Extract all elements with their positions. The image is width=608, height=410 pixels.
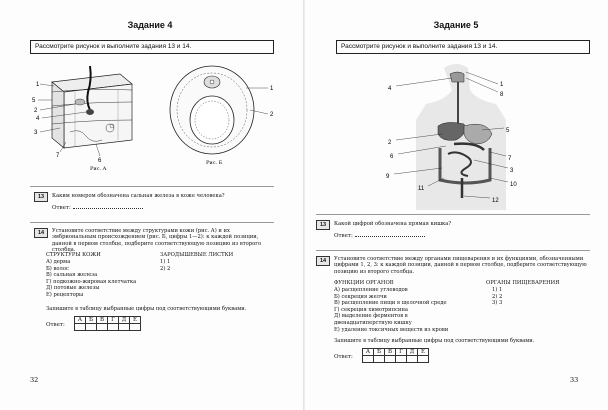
fig-digest-label-11: 11 (418, 186, 425, 192)
fig-b-caption: Рис. Б (206, 160, 223, 166)
right-q14-answer-label: Ответ: (334, 354, 353, 360)
right-q14-text: Установите соответствие между органами пищеварения и их функциями, обозначенными цифрами 1, 2, 3: к каждой позиции, данной в первом столбце, подберите соответствующую позицию из второго столбца. (334, 256, 587, 275)
right-q14-number: 14 (316, 256, 330, 266)
fig-digest-label-9: 9 (386, 174, 390, 180)
left-q14-answer-table (74, 316, 141, 331)
right-col1-item: А) расщепление углеводов (334, 287, 408, 293)
right-q13-answer-field[interactable] (355, 232, 425, 237)
right-q14-col1-list (334, 287, 484, 333)
fig-b-label-1: 1 (270, 86, 274, 92)
figure-digestive-system (366, 60, 566, 210)
right-q13-answer-label: Ответ: (334, 233, 353, 239)
answer-cell[interactable] (108, 324, 119, 331)
right-q14-answer-table (362, 348, 429, 363)
left-q13-text: Каким номером обозначена сальная железа в коже человека? (52, 193, 225, 199)
left-col2-item: 1) 1 (160, 259, 171, 265)
fig-digest-label-5: 5 (506, 128, 510, 134)
right-col1-item: Д) выделение ферментов в двенадцатиперстную кишку (334, 313, 412, 326)
right-col2-item: 2) 2 (492, 293, 503, 300)
right-q13-text: Какой цифрой обозначена прямая кишка? (334, 221, 452, 227)
answer-cell[interactable] (130, 324, 141, 331)
right-instruction-box: Рассмотрите рисунок и выполните задания 13 и 14. (336, 40, 590, 54)
fig-digest-label-4: 4 (388, 86, 392, 92)
right-rule-2 (316, 250, 590, 251)
left-col1-item: А) дерма (46, 259, 71, 265)
fig-a-label-5: 5 (32, 98, 36, 104)
fig-digest-label-6: 6 (390, 154, 394, 160)
page-gutter (303, 0, 305, 410)
fig-digest-label-7: 7 (508, 156, 512, 162)
right-col1-item: В) расщепление пищи в щелочной среде (334, 300, 447, 307)
answer-letter-d: Д (119, 317, 130, 324)
fig-digest-label-10: 10 (510, 182, 517, 188)
right-q13-number: 13 (316, 220, 330, 230)
left-q14-col1-header: СТРУКТУРЫ КОЖИ (46, 252, 101, 258)
answer-cell[interactable] (396, 356, 407, 363)
left-col1-item: Г) подкожно-жировая клетчатка (46, 278, 137, 285)
fig-digest-label-1: 1 (500, 82, 504, 88)
answer-cell[interactable] (75, 324, 86, 331)
answer-cell[interactable] (97, 324, 108, 331)
fig-a-label-7: 7 (56, 153, 60, 159)
left-col2-item: 2) 2 (160, 265, 171, 272)
left-task-title: Задание 4 (127, 20, 173, 30)
right-col2-item: 3) 3 (492, 300, 503, 307)
answer-letter-e: Е (130, 317, 141, 324)
right-col1-item: Г) секреция химотрипсина (334, 306, 408, 313)
left-col1-item: Б) волос (46, 265, 69, 272)
answer-letter-d: Д (407, 349, 418, 356)
answer-cell[interactable] (86, 324, 97, 331)
right-q14-write-instruction: Запишите в таблицу выбранные цифры под соответствующими буквами. (334, 338, 535, 344)
left-q14-answer-label: Ответ: (46, 322, 65, 328)
answer-letter-b: Б (86, 317, 97, 324)
answer-letter-a: А (363, 349, 374, 356)
right-q14-col2-list (492, 287, 502, 307)
answer-letter-g: Г (108, 317, 119, 324)
fig-a-label-3: 3 (34, 130, 38, 136)
right-col2-item: 1) 1 (492, 287, 503, 293)
left-col1-item: Д) потовые железы (46, 285, 100, 292)
answer-cell[interactable] (385, 356, 396, 363)
answer-cell[interactable] (363, 356, 374, 363)
right-q13-answer-row (334, 232, 425, 239)
fig-a-label-6: 6 (98, 158, 102, 164)
right-col1-item: Е) удаление токсичных веществ из крови (334, 326, 449, 333)
left-q13-answer-label: Ответ: (52, 205, 71, 211)
fig-a-caption: Рис. А (90, 166, 107, 172)
fig-digest-label-12: 12 (492, 198, 499, 204)
right-col1-item: Б) секреция желчи (334, 293, 387, 300)
fig-a-label-2: 2 (34, 108, 38, 114)
left-q14-col2-header: ЗАРОДЫШЕВЫЕ ЛИСТКИ (160, 252, 234, 258)
answer-letter-e: Е (418, 349, 429, 356)
left-page (0, 0, 300, 410)
fig-b-label-2: 2 (270, 112, 274, 118)
answer-letter-v: В (97, 317, 108, 324)
fig-a-label-4: 4 (36, 116, 40, 122)
answer-letter-v: В (385, 349, 396, 356)
fig-digest-label-8: 8 (500, 92, 504, 98)
answer-cell[interactable] (119, 324, 130, 331)
answer-cell[interactable] (407, 356, 418, 363)
right-task-title: Задание 5 (433, 20, 479, 30)
left-q14-text: Установите соответствие между структурами кожи (рис. А) и их эмбриональным происхождением (рис. Б, цифры 1—2): к каждой позиции, данной в первом столбце, подберите соответствующую позицию из второго столбца. (52, 228, 262, 254)
left-q14-number: 14 (34, 228, 48, 238)
answer-letter-g: Г (396, 349, 407, 356)
left-q14-col2-list (160, 259, 170, 272)
right-rule-1 (316, 214, 590, 215)
left-q14-write-instruction: Запишите в таблицу выбранные цифры под соответствующими буквами. (46, 306, 247, 312)
answer-cell[interactable] (374, 356, 385, 363)
left-q13-answer-field[interactable] (73, 204, 143, 209)
left-rule-1 (30, 186, 274, 187)
left-rule-2 (30, 222, 274, 223)
left-q13-answer-row (52, 204, 143, 211)
answer-letter-b: Б (374, 349, 385, 356)
left-q14-col1-list (46, 259, 136, 299)
left-q13-number: 13 (34, 192, 48, 202)
right-page-number: 33 (570, 376, 579, 384)
left-col1-item: Е) рецепторы (46, 291, 84, 298)
answer-letter-a: А (75, 317, 86, 324)
left-col1-item: В) сальная железа (46, 272, 98, 279)
left-page-number: 32 (30, 376, 39, 384)
left-instruction-box: Рассмотрите рисунок и выполните задания 13 и 14. (30, 40, 274, 54)
right-page (306, 0, 606, 410)
fig-digest-label-2: 2 (388, 140, 392, 146)
figure-a-skin (30, 62, 140, 172)
figure-b-embryo (160, 58, 280, 168)
fig-digest-label-3: 3 (510, 168, 514, 174)
fig-a-label-1: 1 (36, 82, 40, 88)
right-q14-col2-header: ОРГАНЫ ПИЩЕВАРЕНИЯ (486, 280, 560, 286)
right-q14-col1-header: ФУНКЦИИ ОРГАНОВ (334, 280, 394, 286)
answer-cell[interactable] (418, 356, 429, 363)
